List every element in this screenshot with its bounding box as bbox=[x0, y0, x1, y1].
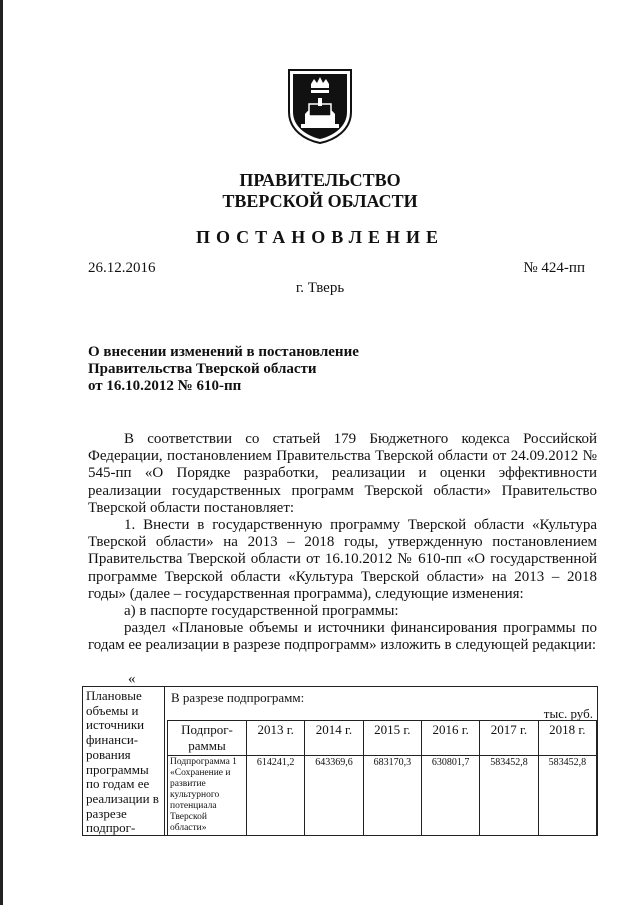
body-paragraph-1: В соответствии со статьей 179 Бюджетного кодекса Российской Федерации, постановлением Правительства Тверской области от 24.09.2012 № 545-пп «О Порядке разработки, реализации и оценки эффективности реализации государственных программ Тверской области» Правительство Тверской области постановляет: bbox=[88, 431, 597, 516]
col-year-2015: 2015 г. bbox=[363, 721, 421, 756]
document-subject bbox=[88, 344, 359, 395]
body-paragraph-4: раздел «Плановые объемы и источники финансирования программы по годам ее реализации в разрезе подпрограмм» изложить в следующей редакции: bbox=[88, 620, 597, 654]
col-year-2013: 2013 г. bbox=[247, 721, 305, 756]
table-unit: тыс. руб. bbox=[543, 706, 593, 721]
body-paragraph-2: 1. Внести в государственную программу Тверской области «Культура Тверской области» на 2013 – 2018 годы, утвержденную постановлением Правительства Тверской области от 16.10.2012 № 610-пп «О государственной программе Тверской области «Культура Тверской области» на 2013 – 2018 годы» (далее – государственная программа), следующие изменения: bbox=[88, 517, 597, 602]
subject-line3: от 16.10.2012 № 610-пп bbox=[88, 378, 242, 394]
funding-inner-table bbox=[167, 720, 597, 836]
row1-subprogram-name: Подпрограмма 1 «Сохранение и развитие культурного потенциала Тверской области» bbox=[168, 756, 247, 836]
funding-table bbox=[82, 686, 598, 836]
row1-value-2018: 583452,8 bbox=[538, 756, 596, 836]
document-number: № 424-пп bbox=[523, 260, 585, 276]
table-header: В разрезе подпрограмм: bbox=[171, 690, 305, 705]
row1-value-2013: 614241,2 bbox=[247, 756, 305, 836]
subject-line1: О внесении изменений в постановление bbox=[88, 344, 359, 360]
document-date: 26.12.2016 bbox=[88, 260, 156, 276]
row1-value-2015: 683170,3 bbox=[363, 756, 421, 836]
col-subprogram-header: Подпрог-раммы bbox=[168, 721, 247, 756]
opening-quote: « bbox=[128, 671, 136, 687]
col-year-2018: 2018 г. bbox=[538, 721, 596, 756]
government-title-line2: ТВЕРСКОЙ ОБЛАСТИ bbox=[222, 191, 418, 211]
col-year-2017: 2017 г. bbox=[480, 721, 538, 756]
row1-value-2016: 630801,7 bbox=[421, 756, 479, 836]
subject-line2: Правительства Тверской области bbox=[88, 361, 317, 377]
col-year-2016: 2016 г. bbox=[421, 721, 479, 756]
scan-left-border bbox=[0, 0, 3, 905]
body-paragraph-3: а) в паспорте государственной программы: bbox=[124, 603, 399, 620]
document-body bbox=[88, 431, 597, 655]
document-city: г. Тверь bbox=[295, 280, 345, 296]
row1-value-2017: 583452,8 bbox=[480, 756, 538, 836]
table-right-section bbox=[165, 687, 597, 835]
col-year-2014: 2014 г. bbox=[305, 721, 363, 756]
government-title-line1: ПРАВИТЕЛЬСТВО bbox=[239, 170, 401, 190]
table-left-label: Плановые объемы и источники финанси-рования программы по годам ее реализации в разрезе подпрог- bbox=[83, 687, 165, 835]
row1-value-2014: 643369,6 bbox=[305, 756, 363, 836]
coat-of-arms-emblem bbox=[287, 68, 353, 144]
document-type: ПОСТАНОВЛЕНИЕ bbox=[195, 227, 445, 247]
table-header-row bbox=[168, 721, 597, 756]
table-row bbox=[168, 756, 597, 836]
